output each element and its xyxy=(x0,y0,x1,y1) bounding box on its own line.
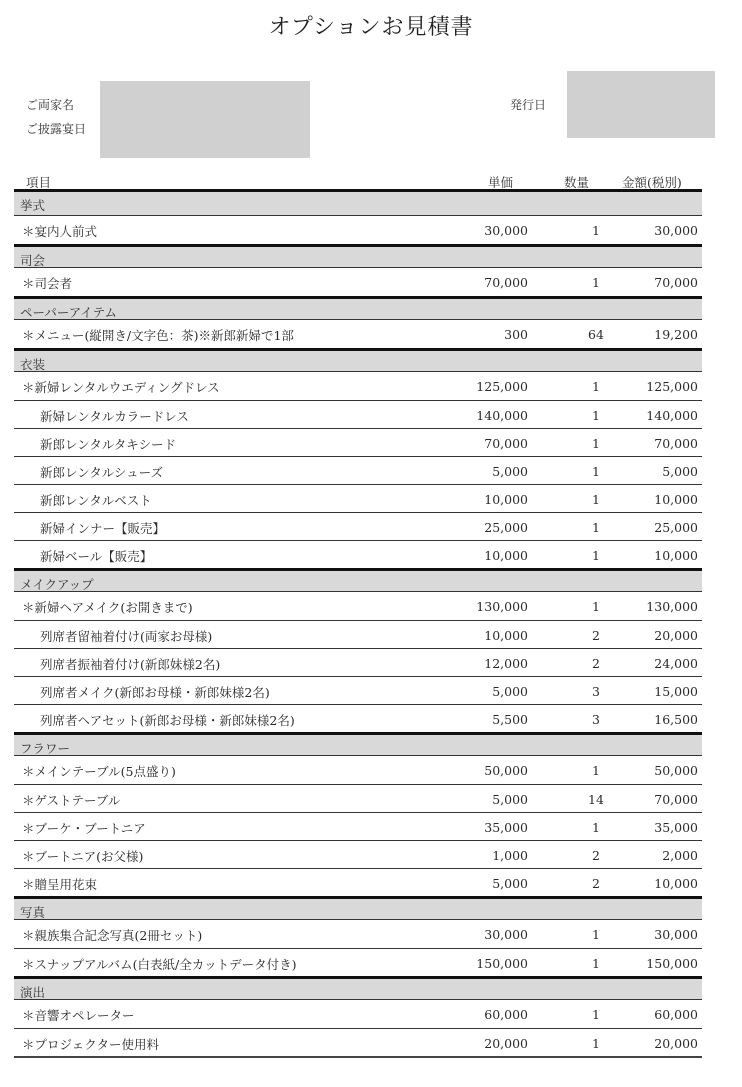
item-label: ＊ブーケ・ブートニア xyxy=(22,821,146,836)
amount: 2,000 xyxy=(662,848,698,863)
amount: 10,000 xyxy=(654,876,698,891)
item-label: 新婦インナー【販売】 xyxy=(40,521,166,536)
amount: 10,000 xyxy=(654,548,698,563)
table-row xyxy=(14,268,702,296)
amount: 30,000 xyxy=(654,927,698,942)
table-row xyxy=(14,868,702,896)
table-row xyxy=(14,428,702,456)
section-name: 演出 xyxy=(20,985,46,1000)
item-label: 列席者振袖着付け(新郎妹様2名) xyxy=(40,657,221,672)
amount: 50,000 xyxy=(654,763,698,778)
item-label: ＊新婦ヘアメイク(お開きまで) xyxy=(22,600,193,615)
item-label: ＊親族集合記念写真(2冊セット) xyxy=(22,928,203,943)
unit-price: 5,000 xyxy=(492,464,528,479)
table-row xyxy=(14,400,702,428)
item-label: 新郎レンタルベスト xyxy=(40,493,152,508)
item-label: ＊ゲストテーブル xyxy=(22,793,121,808)
amount: 125,000 xyxy=(646,379,698,394)
quantity: 14 xyxy=(588,792,604,807)
table-row xyxy=(14,1000,702,1028)
unit-price: 10,000 xyxy=(484,628,528,643)
unit-price: 150,000 xyxy=(476,956,528,971)
unit-price: 70,000 xyxy=(484,275,528,290)
quantity: 1 xyxy=(592,379,600,394)
unit-price: 20,000 xyxy=(484,1036,528,1051)
section-header xyxy=(14,568,702,592)
item-label: 新郎レンタルタキシード xyxy=(40,437,177,452)
amount: 130,000 xyxy=(646,599,698,614)
quantity: 64 xyxy=(588,327,604,342)
amount: 20,000 xyxy=(654,628,698,643)
table-row xyxy=(14,704,702,732)
amount: 150,000 xyxy=(646,956,698,971)
column-header-unit-price: 単価 xyxy=(488,175,514,190)
family-name-label: ご両家名 xyxy=(26,98,75,112)
section-name: 写真 xyxy=(20,905,46,920)
estimate-table xyxy=(14,172,702,1058)
quantity: 1 xyxy=(592,1036,600,1051)
amount: 5,000 xyxy=(662,464,698,479)
table-row xyxy=(14,372,702,400)
unit-price: 12,000 xyxy=(484,656,528,671)
unit-price: 30,000 xyxy=(484,223,528,238)
amount: 24,000 xyxy=(654,656,698,671)
item-label: 新郎レンタルシューズ xyxy=(40,465,164,480)
quantity: 1 xyxy=(592,223,600,238)
amount: 140,000 xyxy=(646,408,698,423)
quantity: 2 xyxy=(592,848,600,863)
unit-price: 5,000 xyxy=(492,876,528,891)
quantity: 1 xyxy=(592,763,600,778)
table-row xyxy=(14,592,702,620)
unit-price: 1,000 xyxy=(492,848,528,863)
unit-price: 5,000 xyxy=(492,684,528,699)
section-name: フラワー xyxy=(20,741,71,756)
section-name: 挙式 xyxy=(20,198,46,213)
quantity: 3 xyxy=(592,712,600,727)
table-body xyxy=(14,192,702,1056)
quantity: 1 xyxy=(592,1007,600,1022)
unit-price: 70,000 xyxy=(484,436,528,451)
item-label: ＊宴内人前式 xyxy=(22,224,98,239)
table-row xyxy=(14,216,702,244)
table-row xyxy=(14,840,702,868)
amount: 60,000 xyxy=(654,1007,698,1022)
table-row xyxy=(14,1028,702,1056)
amount: 20,000 xyxy=(654,1036,698,1051)
unit-price: 50,000 xyxy=(484,763,528,778)
amount: 35,000 xyxy=(654,820,698,835)
table-bottom-rule xyxy=(14,1056,702,1058)
section-header xyxy=(14,348,702,372)
quantity: 1 xyxy=(592,820,600,835)
column-header-item: 項目 xyxy=(26,175,52,190)
table-row xyxy=(14,484,702,512)
unit-price: 300 xyxy=(504,327,528,342)
section-name: 司会 xyxy=(20,253,46,268)
unit-price: 5,500 xyxy=(492,712,528,727)
quantity: 1 xyxy=(592,956,600,971)
quantity: 1 xyxy=(592,599,600,614)
redacted-issue-date xyxy=(567,71,715,138)
amount: 30,000 xyxy=(654,223,698,238)
item-label: ＊音響オペレーター xyxy=(22,1008,135,1023)
item-label: ＊ブートニア(お父様) xyxy=(22,849,144,864)
item-label: ＊新婦レンタルウエディングドレス xyxy=(22,380,220,395)
quantity: 3 xyxy=(592,684,600,699)
reception-date-label: ご披露宴日 xyxy=(26,122,87,136)
amount: 10,000 xyxy=(654,492,698,507)
quantity: 1 xyxy=(592,548,600,563)
unit-price: 5,000 xyxy=(492,792,528,807)
item-label: ＊プロジェクター使用料 xyxy=(22,1037,160,1052)
issue-date-label: 発行日 xyxy=(510,98,547,112)
amount: 70,000 xyxy=(654,436,698,451)
table-row xyxy=(14,784,702,812)
table-row xyxy=(14,620,702,648)
item-label: 列席者留袖着付け(両家お母様) xyxy=(40,629,213,644)
item-label: 列席者ヘアセット(新郎お母様・新郎妹様2名) xyxy=(40,713,295,728)
amount: 70,000 xyxy=(654,275,698,290)
unit-price: 125,000 xyxy=(476,379,528,394)
unit-price: 25,000 xyxy=(484,520,528,535)
section-header xyxy=(14,896,702,920)
redacted-family-info xyxy=(100,81,310,158)
item-label: ＊贈呈用花束 xyxy=(22,877,98,892)
quantity: 1 xyxy=(592,275,600,290)
quantity: 1 xyxy=(592,492,600,507)
quantity: 2 xyxy=(592,628,600,643)
item-label: 列席者メイク(新郎お母様・新郎妹様2名) xyxy=(40,685,270,700)
section-header xyxy=(14,244,702,268)
table-row xyxy=(14,512,702,540)
section-header xyxy=(14,732,702,756)
unit-price: 30,000 xyxy=(484,927,528,942)
unit-price: 60,000 xyxy=(484,1007,528,1022)
amount: 15,000 xyxy=(654,684,698,699)
quantity: 1 xyxy=(592,408,600,423)
section-name: メイクアップ xyxy=(20,577,94,592)
section-header xyxy=(14,192,702,216)
section-name: ペーパーアイテム xyxy=(20,305,118,320)
table-row xyxy=(14,676,702,704)
document-title: オプションお見積書 xyxy=(268,15,474,40)
item-label: ＊スナップアルバム(白表紙/全カットデータ付き) xyxy=(22,957,297,972)
amount: 25,000 xyxy=(654,520,698,535)
amount: 16,500 xyxy=(654,712,698,727)
unit-price: 140,000 xyxy=(476,408,528,423)
item-label: ＊メニュー(縦開き/文字色：茶)※新郎新婦で1部 xyxy=(22,328,294,343)
quantity: 1 xyxy=(592,464,600,479)
quantity: 1 xyxy=(592,520,600,535)
quantity: 1 xyxy=(592,436,600,451)
quantity: 2 xyxy=(592,656,600,671)
amount: 70,000 xyxy=(654,792,698,807)
table-row xyxy=(14,812,702,840)
table-header xyxy=(14,172,702,192)
quantity: 1 xyxy=(592,927,600,942)
table-row xyxy=(14,648,702,676)
unit-price: 35,000 xyxy=(484,820,528,835)
section-name: 衣装 xyxy=(20,357,46,372)
quantity: 2 xyxy=(592,876,600,891)
item-label: 新婦ベール【販売】 xyxy=(40,549,153,564)
item-label: ＊メインテーブル(5点盛り) xyxy=(22,764,176,779)
table-row xyxy=(14,320,702,348)
amount: 19,200 xyxy=(654,327,698,342)
table-row xyxy=(14,540,702,568)
table-row xyxy=(14,756,702,784)
column-header-amount: 金額(税別) xyxy=(622,175,682,190)
item-label: ＊司会者 xyxy=(22,276,73,291)
unit-price: 10,000 xyxy=(484,492,528,507)
section-header xyxy=(14,976,702,1000)
section-header xyxy=(14,296,702,320)
table-row xyxy=(14,920,702,948)
unit-price: 130,000 xyxy=(476,599,528,614)
column-header-quantity: 数量 xyxy=(564,175,590,190)
item-label: 新婦レンタルカラードレス xyxy=(40,409,189,424)
table-row xyxy=(14,948,702,976)
unit-price: 10,000 xyxy=(484,548,528,563)
table-row xyxy=(14,456,702,484)
